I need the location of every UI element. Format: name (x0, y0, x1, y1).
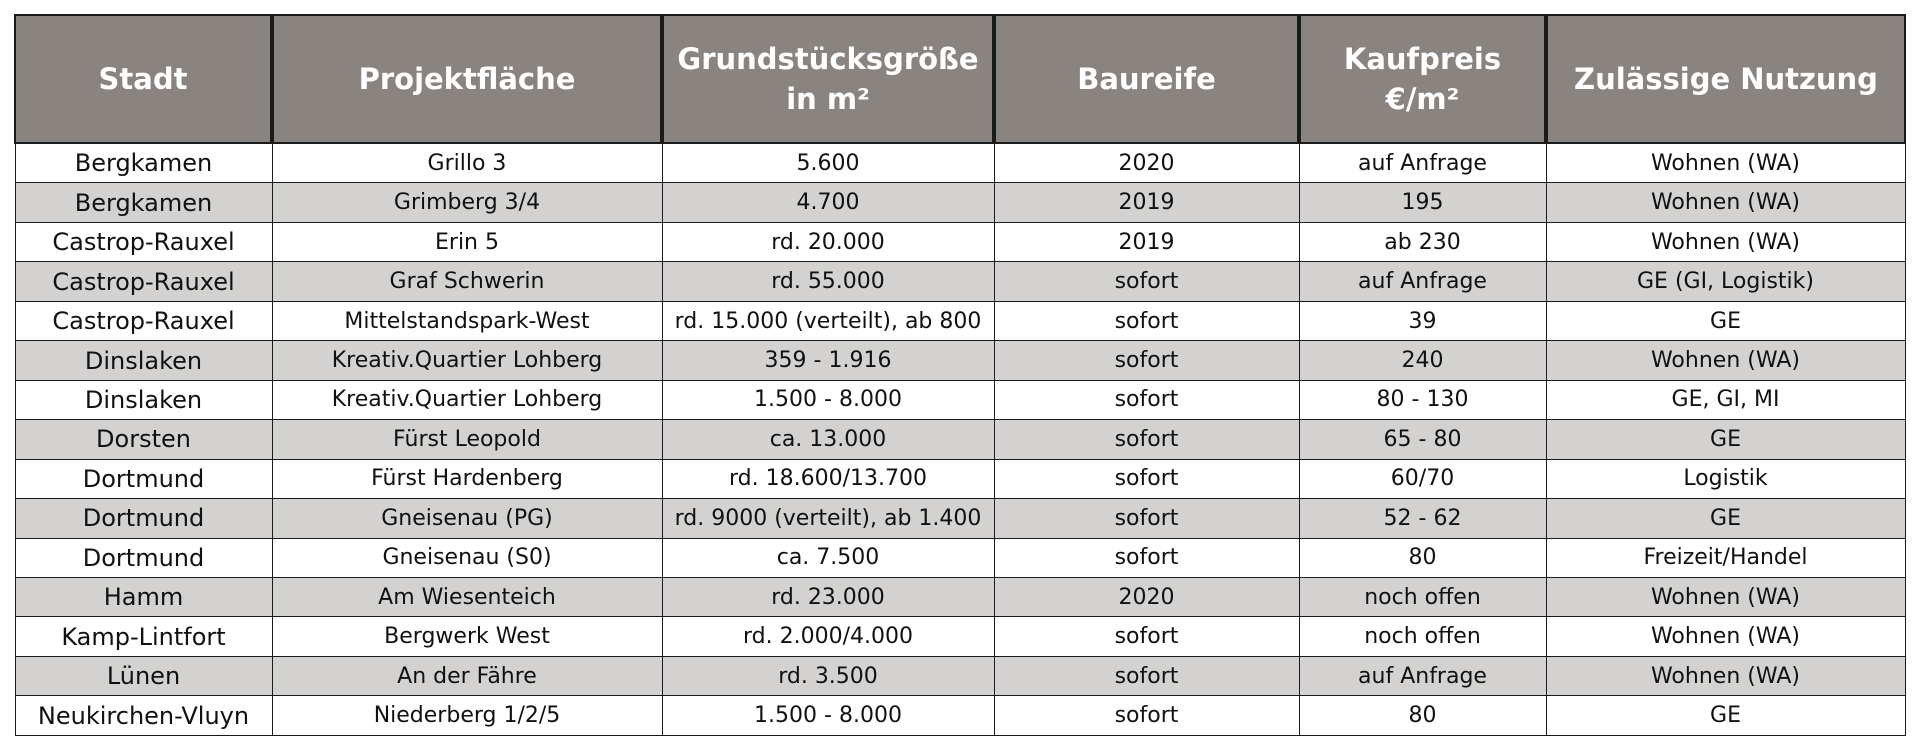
cell-grundstuecksgroesse: rd. 9000 (verteilt), ab 1.400 (662, 499, 994, 538)
cell-kaufpreis: 39 (1299, 301, 1546, 340)
cell-kaufpreis: 80 (1299, 696, 1546, 736)
header-row (15, 15, 1905, 143)
cell-nutzung: GE (1546, 499, 1905, 538)
cell-baureife: sofort (994, 656, 1299, 695)
table-row (15, 222, 1905, 261)
cell-grundstuecksgroesse: rd. 23.000 (662, 578, 994, 617)
table-row (15, 499, 1905, 538)
cell-stadt: Lünen (15, 656, 272, 695)
table-header (15, 15, 1905, 143)
cell-baureife: sofort (994, 380, 1299, 419)
header-nutzung: Zulässige Nutzung (1546, 15, 1905, 143)
cell-baureife: sofort (994, 696, 1299, 736)
property-table (14, 14, 1906, 736)
header-kaufpreis (1299, 15, 1546, 143)
table-body (15, 143, 1905, 736)
property-table-container (14, 14, 1904, 736)
table-row (15, 262, 1905, 301)
header-grundstuecksgroesse-line1: Grundstücksgröße (677, 42, 979, 76)
cell-kaufpreis: auf Anfrage (1299, 262, 1546, 301)
cell-grundstuecksgroesse: rd. 3.500 (662, 656, 994, 695)
cell-nutzung: GE (1546, 696, 1905, 736)
cell-stadt: Castrop-Rauxel (15, 222, 272, 261)
cell-nutzung: GE (GI, Logistik) (1546, 262, 1905, 301)
table-row (15, 696, 1905, 736)
table-row (15, 341, 1905, 380)
table-row (15, 617, 1905, 656)
cell-stadt: Dortmund (15, 459, 272, 498)
cell-projektflaeche: Kreativ.Quartier Lohberg (272, 341, 662, 380)
cell-baureife: sofort (994, 499, 1299, 538)
cell-grundstuecksgroesse: rd. 2.000/4.000 (662, 617, 994, 656)
cell-projektflaeche: Grimberg 3/4 (272, 183, 662, 222)
cell-nutzung: Wohnen (WA) (1546, 617, 1905, 656)
cell-kaufpreis: 240 (1299, 341, 1546, 380)
cell-baureife: 2019 (994, 222, 1299, 261)
cell-nutzung: Wohnen (WA) (1546, 341, 1905, 380)
cell-baureife: 2020 (994, 578, 1299, 617)
table-row (15, 578, 1905, 617)
header-grundstuecksgroesse (662, 15, 994, 143)
cell-projektflaeche: Fürst Hardenberg (272, 459, 662, 498)
cell-baureife: sofort (994, 420, 1299, 459)
cell-stadt: Kamp-Lintfort (15, 617, 272, 656)
header-projektflaeche: Projektfläche (272, 15, 662, 143)
cell-nutzung: GE, GI, MI (1546, 380, 1905, 419)
cell-stadt: Dorsten (15, 420, 272, 459)
cell-kaufpreis: 60/70 (1299, 459, 1546, 498)
cell-stadt: Bergkamen (15, 143, 272, 183)
cell-grundstuecksgroesse: rd. 55.000 (662, 262, 994, 301)
cell-grundstuecksgroesse: rd. 15.000 (verteilt), ab 800 (662, 301, 994, 340)
cell-nutzung: GE (1546, 420, 1905, 459)
cell-stadt: Neukirchen-Vluyn (15, 696, 272, 736)
table-row (15, 420, 1905, 459)
cell-kaufpreis: 80 (1299, 538, 1546, 577)
cell-projektflaeche: Kreativ.Quartier Lohberg (272, 380, 662, 419)
cell-kaufpreis: noch offen (1299, 617, 1546, 656)
cell-grundstuecksgroesse: 5.600 (662, 143, 994, 183)
cell-projektflaeche: Graf Schwerin (272, 262, 662, 301)
cell-projektflaeche: Gneisenau (PG) (272, 499, 662, 538)
cell-kaufpreis: 65 - 80 (1299, 420, 1546, 459)
table-row (15, 459, 1905, 498)
cell-grundstuecksgroesse: 1.500 - 8.000 (662, 380, 994, 419)
cell-stadt: Hamm (15, 578, 272, 617)
cell-baureife: sofort (994, 301, 1299, 340)
cell-baureife: sofort (994, 341, 1299, 380)
cell-projektflaeche: Fürst Leopold (272, 420, 662, 459)
cell-kaufpreis: auf Anfrage (1299, 656, 1546, 695)
cell-grundstuecksgroesse: ca. 7.500 (662, 538, 994, 577)
table-row (15, 301, 1905, 340)
cell-baureife: 2020 (994, 143, 1299, 183)
cell-grundstuecksgroesse: 4.700 (662, 183, 994, 222)
header-kaufpreis-line2: €/m² (1385, 82, 1460, 116)
cell-nutzung: Freizeit/Handel (1546, 538, 1905, 577)
cell-grundstuecksgroesse: rd. 18.600/13.700 (662, 459, 994, 498)
header-baureife: Baureife (994, 15, 1299, 143)
cell-grundstuecksgroesse: ca. 13.000 (662, 420, 994, 459)
header-kaufpreis-line1: Kaufpreis (1343, 42, 1502, 76)
cell-kaufpreis: 195 (1299, 183, 1546, 222)
cell-kaufpreis: 52 - 62 (1299, 499, 1546, 538)
cell-stadt: Dinslaken (15, 380, 272, 419)
cell-stadt: Dortmund (15, 538, 272, 577)
cell-nutzung: Logistik (1546, 459, 1905, 498)
cell-projektflaeche: Am Wiesenteich (272, 578, 662, 617)
cell-grundstuecksgroesse: 359 - 1.916 (662, 341, 994, 380)
cell-projektflaeche: Bergwerk West (272, 617, 662, 656)
cell-kaufpreis: auf Anfrage (1299, 143, 1546, 183)
table-row (15, 656, 1905, 695)
cell-nutzung: GE (1546, 301, 1905, 340)
header-stadt: Stadt (15, 15, 272, 143)
cell-nutzung: Wohnen (WA) (1546, 222, 1905, 261)
cell-stadt: Castrop-Rauxel (15, 301, 272, 340)
cell-nutzung: Wohnen (WA) (1546, 656, 1905, 695)
cell-baureife: 2019 (994, 183, 1299, 222)
table-row (15, 538, 1905, 577)
header-grundstuecksgroesse-line2: in m² (786, 82, 870, 116)
cell-stadt: Dortmund (15, 499, 272, 538)
cell-baureife: sofort (994, 538, 1299, 577)
cell-nutzung: Wohnen (WA) (1546, 183, 1905, 222)
cell-projektflaeche: Mittelstandspark-West (272, 301, 662, 340)
cell-nutzung: Wohnen (WA) (1546, 578, 1905, 617)
cell-projektflaeche: An der Fähre (272, 656, 662, 695)
cell-projektflaeche: Erin 5 (272, 222, 662, 261)
cell-baureife: sofort (994, 617, 1299, 656)
cell-stadt: Dinslaken (15, 341, 272, 380)
cell-projektflaeche: Grillo 3 (272, 143, 662, 183)
cell-baureife: sofort (994, 459, 1299, 498)
cell-projektflaeche: Gneisenau (S0) (272, 538, 662, 577)
cell-stadt: Castrop-Rauxel (15, 262, 272, 301)
cell-kaufpreis: noch offen (1299, 578, 1546, 617)
table-row (15, 183, 1905, 222)
cell-grundstuecksgroesse: 1.500 - 8.000 (662, 696, 994, 736)
cell-nutzung: Wohnen (WA) (1546, 143, 1905, 183)
cell-kaufpreis: 80 - 130 (1299, 380, 1546, 419)
table-row (15, 143, 1905, 183)
cell-projektflaeche: Niederberg 1/2/5 (272, 696, 662, 736)
cell-grundstuecksgroesse: rd. 20.000 (662, 222, 994, 261)
table-row (15, 380, 1905, 419)
cell-stadt: Bergkamen (15, 183, 272, 222)
cell-baureife: sofort (994, 262, 1299, 301)
cell-kaufpreis: ab 230 (1299, 222, 1546, 261)
